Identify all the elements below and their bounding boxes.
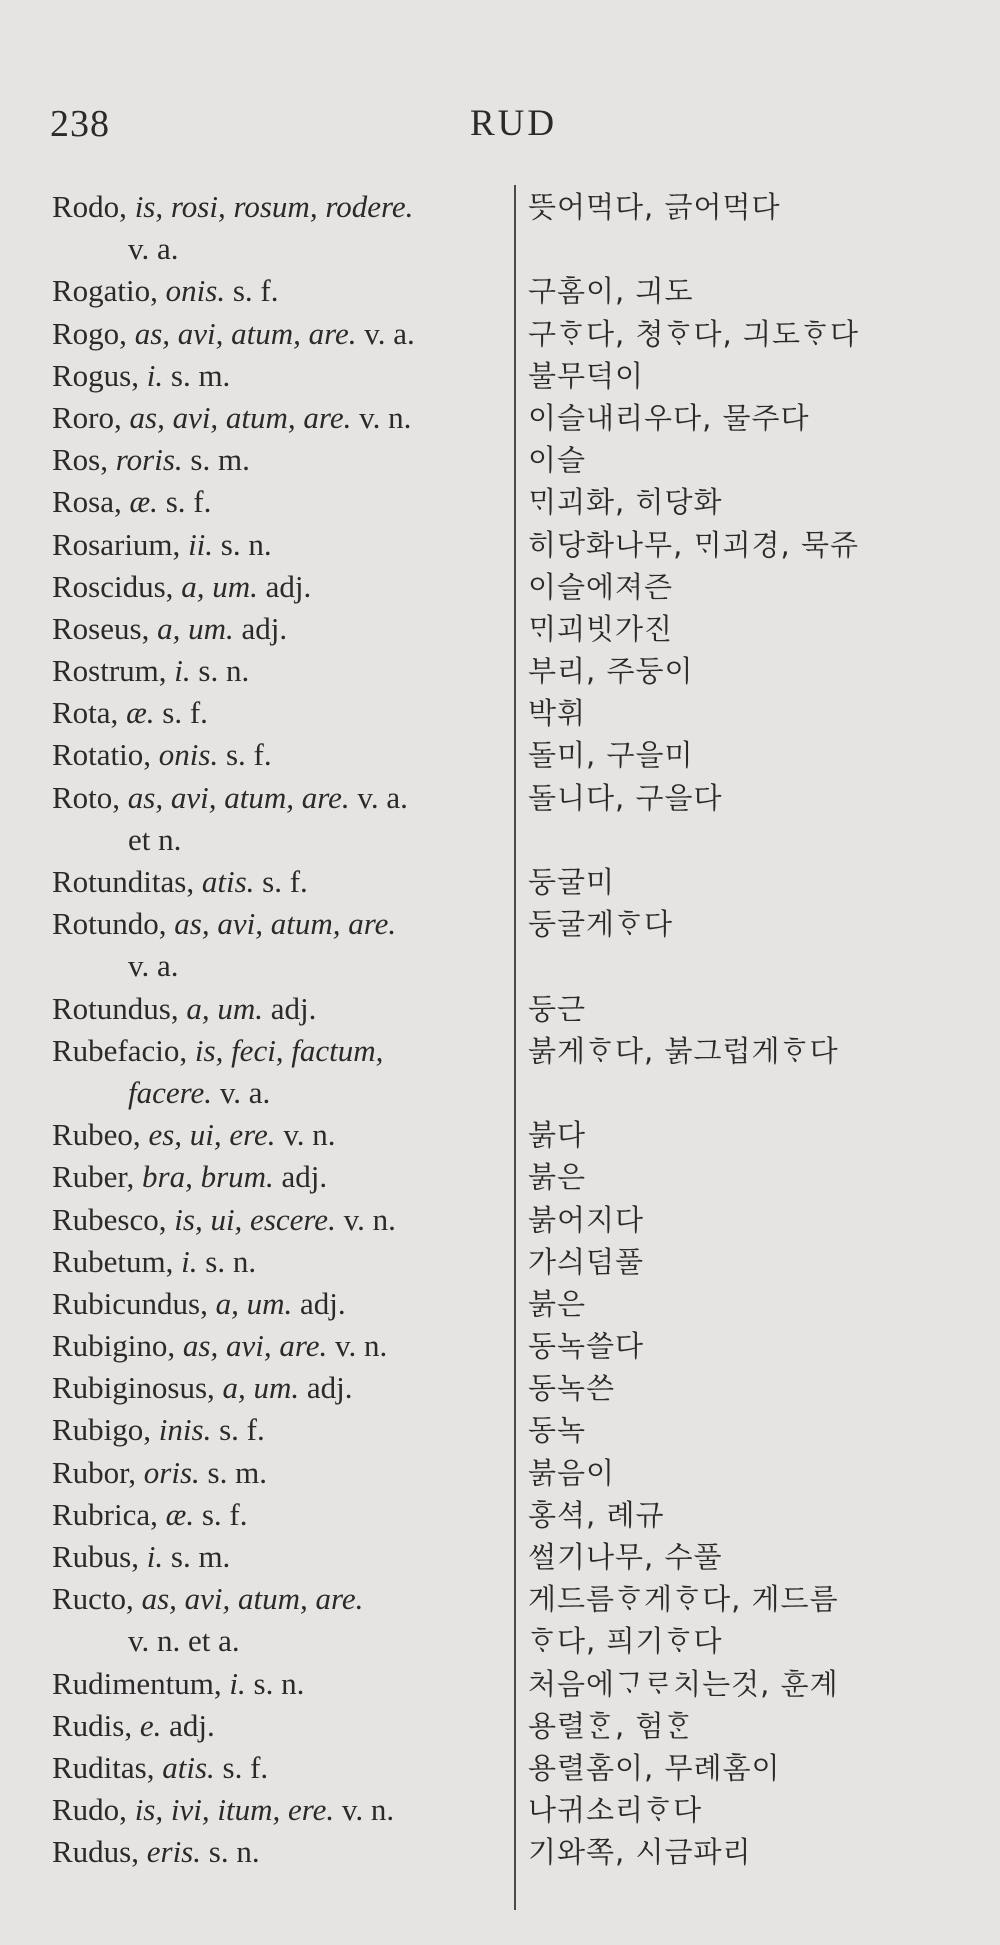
korean-definition: 둥굴게ᄒᆞ다 [528,907,674,942]
entry-line [0,313,1000,355]
dictionary-entry [0,524,1000,566]
latin-continuation: facere. v. a. [128,1074,271,1110]
dictionary-entry [0,1241,1000,1283]
entry-line [0,650,1000,692]
latin-headword: Rotundus, a, um. adj. [52,990,317,1026]
korean-definition: 이슬에져즌 [528,569,674,604]
korean-definition: 불무덕이 [528,358,645,393]
dictionary-entry [0,1747,1000,1789]
entry-line [0,945,1000,987]
latin-headword: Rubiginosus, a, um. adj. [52,1370,353,1406]
latin-headword: Rubesco, is, ui, escere. v. n. [52,1201,396,1237]
korean-definition: 구ᄒᆞ다, 쳥ᄒᆞ다, 긔도ᄒᆞ다 [528,316,860,351]
entry-line [0,1156,1000,1198]
entry-line [0,439,1000,481]
korean-definition: 가싀덤풀 [528,1244,645,1279]
korean-definition: 홍셕, 례규 [528,1497,665,1532]
entry-line [0,1705,1000,1747]
korean-definition: 붉어지다 [528,1202,645,1237]
korean-definition: 이슬내리우다, 물주다 [528,400,810,435]
korean-definition: 동녹 [528,1413,587,1448]
entry-line [0,1663,1000,1705]
latin-headword: Ruditas, atis. s. f. [52,1749,269,1785]
entry-line [0,988,1000,1030]
dictionary-entry [0,1494,1000,1536]
latin-headword: Rubefacio, is, feci, factum, [52,1032,384,1068]
korean-definition: 뜻어먹다, 긁어먹다 [528,190,781,224]
entry-line [0,861,1000,903]
entry-line [0,1620,1000,1662]
korean-definition: 부리, 주둥이 [528,654,694,689]
dictionary-entry [0,1452,1000,1494]
latin-headword: Rotunditas, atis. s. f. [52,864,308,899]
dictionary-entry [0,903,1000,987]
entry-line [0,1030,1000,1072]
korean-definition: 용렬홈이, 무례홈이 [528,1750,781,1785]
dictionary-entry [0,1325,1000,1367]
korean-definition: 처음에ᄀᆞᄅᆞ치는것, 훈계 [528,1666,839,1701]
latin-headword: Rudis, e. adj. [52,1707,215,1743]
dictionary-entry [0,988,1000,1030]
latin-headword: Rubigo, inis. s. f. [52,1412,265,1448]
latin-headword: Roto, as, avi, atum, are. v. a. [52,779,408,815]
dictionary-entries [0,186,1000,1874]
latin-headword: Roseus, a, um. adj. [52,610,288,646]
dictionary-entry [0,734,1000,776]
entry-line [0,1578,1000,1620]
entry-line [0,1114,1000,1156]
dictionary-entry [0,1663,1000,1705]
korean-definition: ᄆᆡ괴빗가진 [528,611,674,646]
dictionary-entry [0,1367,1000,1409]
dictionary-entry [0,186,1000,270]
dictionary-entry [0,1114,1000,1156]
latin-headword: Rubrica, æ. s. f. [52,1496,248,1532]
dictionary-entry [0,1705,1000,1747]
entry-line [0,903,1000,945]
dictionary-entry [0,1283,1000,1325]
korean-definition: ᄆᆡ괴화, 히당화 [528,485,723,520]
latin-headword: Rubicundus, a, um. adj. [52,1285,346,1321]
entry-line [0,524,1000,566]
latin-headword: Rubetum, i. s. n. [52,1243,257,1279]
dictionary-entry [0,439,1000,481]
latin-headword: Rudo, is, ivi, itum, ere. v. n. [52,1792,395,1828]
korean-definition: 둥근 [528,991,587,1026]
entry-line [0,186,1000,228]
korean-definition: 붉은 [528,1160,587,1195]
dictionary-entry [0,270,1000,312]
entry-line [0,1747,1000,1789]
latin-headword: Rotatio, onis. s. f. [52,737,272,773]
korean-continuation: ᄒᆞ다, 픠기ᄒᆞ다 [528,1624,723,1659]
dictionary-entry [0,1199,1000,1241]
entry-line [0,1283,1000,1325]
entry-line [0,1789,1000,1831]
dictionary-entry [0,355,1000,397]
latin-headword: Rogo, as, avi, atum, are. v. a. [52,315,415,351]
dictionary-entry [0,566,1000,608]
korean-definition: 나귀소리ᄒᆞ다 [528,1793,703,1828]
entry-line [0,397,1000,439]
entry-line [0,1831,1000,1873]
korean-definition: 둥굴미 [528,865,616,899]
latin-continuation: v. a. [128,231,179,267]
running-head: RUD [470,103,558,144]
dictionary-entry [0,1536,1000,1578]
entry-line [0,819,1000,861]
entry-line [0,355,1000,397]
korean-definition: 돌니다, 구을다 [528,780,723,815]
korean-definition: 돌미, 구을미 [528,738,694,773]
korean-definition: 썰기나무, 수풀 [528,1540,723,1574]
latin-headword: Ruber, bra, brum. adj. [52,1159,328,1195]
latin-headword: Roro, as, avi, atum, are. v. n. [52,399,412,435]
dictionary-entry [0,1831,1000,1873]
entry-line [0,1367,1000,1409]
korean-definition: 용렬ᄒᆞᆫ, 험ᄒᆞᆫ [528,1708,694,1743]
dictionary-entry [0,397,1000,439]
latin-headword: Rota, æ. s. f. [52,695,208,731]
korean-definition: 동녹쓸다 [528,1329,645,1364]
dictionary-entry [0,650,1000,692]
entry-line [0,1536,1000,1578]
latin-headword: Rudus, eris. s. n. [52,1834,260,1870]
latin-headword: Rosarium, ii. s. n. [52,526,272,562]
dictionary-entry [0,1409,1000,1451]
entry-line [0,566,1000,608]
latin-headword: Rubor, oris. s. m. [52,1454,267,1490]
entry-line [0,481,1000,523]
entry-line [0,1494,1000,1536]
latin-headword: Ros, roris. s. m. [52,442,250,478]
entry-line [0,270,1000,312]
latin-headword: Rubus, i. s. m. [52,1539,231,1574]
latin-continuation: v. a. [128,948,179,984]
latin-headword: Roscidus, a, um. adj. [52,568,312,604]
entry-line [0,608,1000,650]
entry-line [0,228,1000,270]
dictionary-entry [0,313,1000,355]
latin-headword: Rotundo, as, avi, atum, are. [52,906,397,942]
korean-definition: 게드름ᄒᆞ게ᄒᆞ다, 게드름 [528,1582,839,1617]
latin-headword: Rudimentum, i. s. n. [52,1665,305,1701]
dictionary-entry [0,481,1000,523]
dictionary-entry [0,777,1000,861]
korean-definition: 이슬 [528,443,587,478]
korean-definition: 붉다 [528,1118,587,1153]
entry-line [0,1452,1000,1494]
dictionary-entry [0,1789,1000,1831]
korean-definition: 동녹쓴 [528,1371,616,1406]
entry-line [0,1241,1000,1283]
dictionary-entry [0,692,1000,734]
latin-continuation: et n. [128,821,182,857]
entry-line [0,777,1000,819]
entry-line [0,734,1000,776]
latin-headword: Rubigino, as, avi, are. v. n. [52,1328,388,1364]
korean-definition: 붉게ᄒᆞ다, 붉그럽게ᄒᆞ다 [528,1033,839,1068]
dictionary-entry [0,1156,1000,1198]
entry-line [0,1409,1000,1451]
entry-line [0,692,1000,734]
dictionary-entry [0,1030,1000,1114]
latin-continuation: v. n. et a. [128,1623,240,1659]
korean-definition: 박휘 [528,696,587,731]
korean-definition: 구홈이, 긔도 [528,274,694,309]
dictionary-entry [0,861,1000,903]
entry-line [0,1199,1000,1241]
korean-definition: 붉음이 [528,1455,616,1490]
latin-headword: Rostrum, i. s. n. [52,653,250,689]
dictionary-entry [0,608,1000,650]
latin-headword: Rodo, is, rosi, rosum, rodere. [52,189,414,224]
latin-headword: Rubeo, es, ui, ere. v. n. [52,1117,336,1153]
korean-definition: 히당화나무, ᄆᆡ괴경, 묵쥬 [528,527,860,562]
latin-headword: Rogus, i. s. m. [52,357,231,393]
entry-line [0,1325,1000,1367]
latin-headword: Rosa, æ. s. f. [52,484,212,520]
latin-headword: Ructo, as, avi, atum, are. [52,1581,364,1617]
page-number: 238 [50,103,110,145]
latin-headword: Rogatio, onis. s. f. [52,273,279,309]
korean-definition: 붉은 [528,1286,587,1321]
entry-line [0,1072,1000,1114]
korean-definition: 기와쪽, 시금파리 [528,1835,752,1870]
dictionary-entry [0,1578,1000,1662]
